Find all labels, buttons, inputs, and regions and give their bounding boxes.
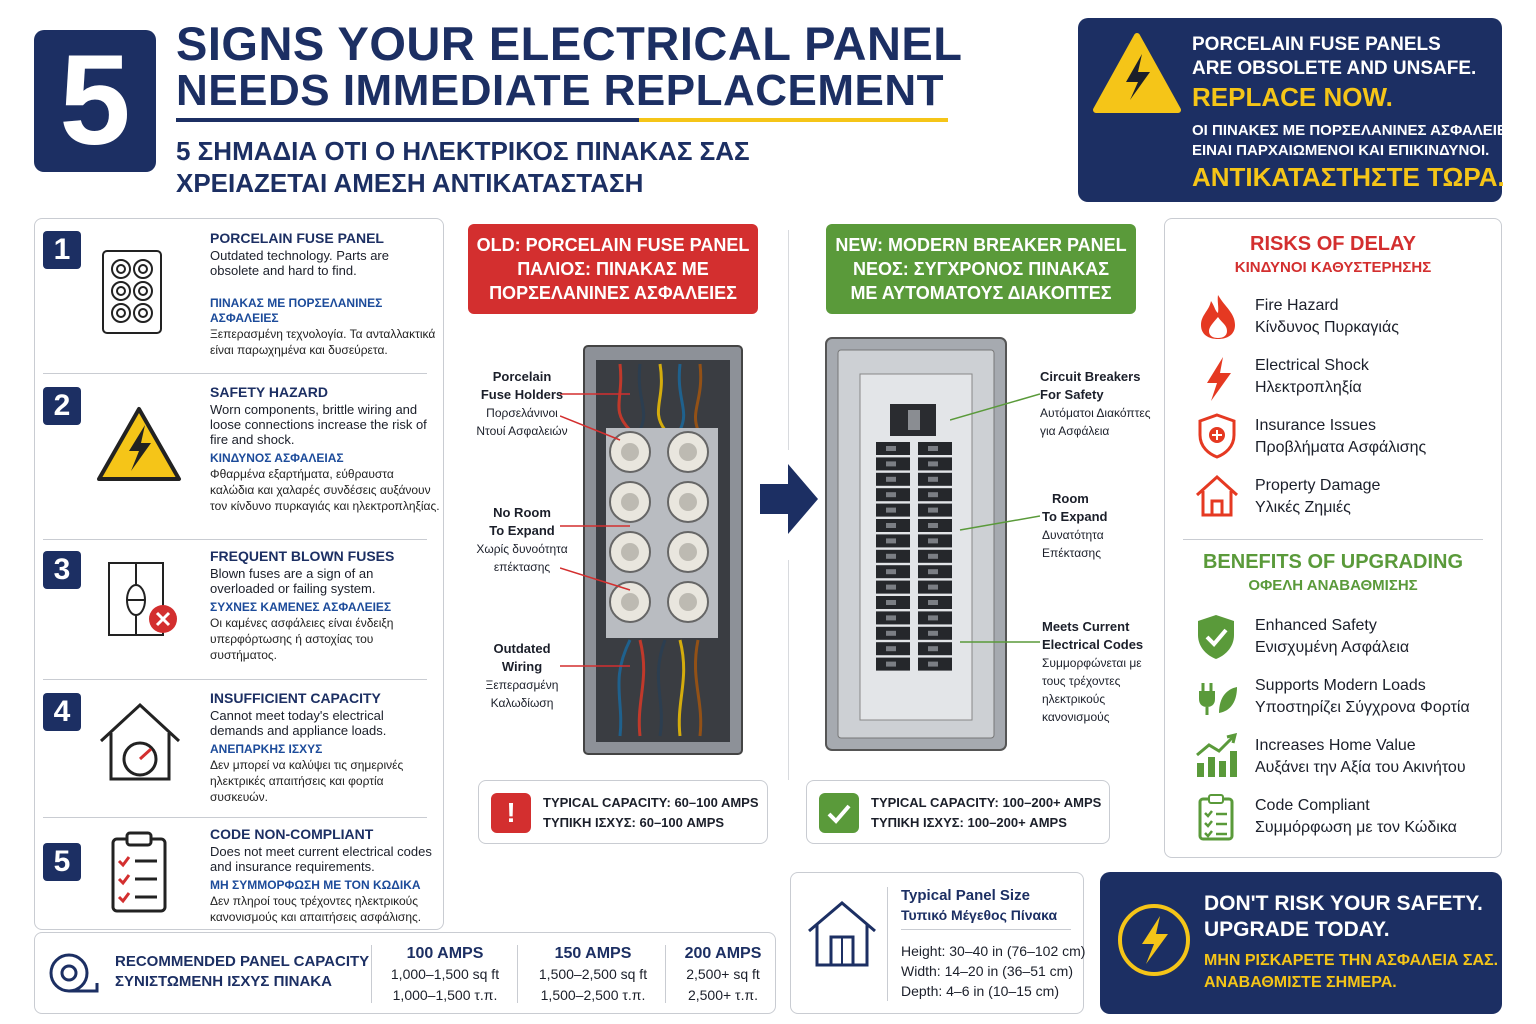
sign-text: PORCELAIN FUSE PANEL Outdated technology. Parts are obsolete and hard to find. ΠΙΝΑΚΑΣ ΜΕ ΠΟΡΣΕΛΑΝΙΝΕΣ ΑΣΦΑΛΕΙΕΣ Ξεπερασμένη τεχνολογία. Τα ανταλλακτικά είναι παρωχημένα και δυσεύρετα. [210, 230, 436, 357]
divider [43, 539, 427, 540]
new-panel-banner: NEW: MODERN BREAKER PANEL ΝΕΟΣ: ΣΥΓΧΡΟΝΟΣ ΠΙΝΑΚΑΣ ΜΕ ΑΥΤΟΜΑΤΟΥΣ ΔΙΑΚΟΠΤΕΣ [826, 224, 1136, 314]
breaker-toggle [886, 600, 896, 605]
divider [371, 945, 372, 1003]
benefit-item: Enhanced Safety Ενισχυμένη Ασφάλεια [1255, 617, 1410, 656]
breaker-toggle [886, 477, 896, 482]
sign-text: CODE NON-COMPLIANT Does not meet current electrical codes and insurance requirements. ΜΗ ΣΥΜΜΟΡΦΩΣΗ ΜΕ ΤΟΝ ΚΩΔΙΚΑ Δεν πληροί τους τρέχοντες ηλεκτρικούς κανονισμούς και απαιτήσεις ασφάλισης. [210, 826, 432, 924]
fuse-panel-icon [101, 249, 163, 335]
cta-gr-line2: ΑΝΑΒΑΘΜΙΣΤΕ ΣΗΜΕΡΑ. [1204, 974, 1397, 991]
lightning-circle-icon [1116, 902, 1192, 978]
benefits-title: BENEFITS OF UPGRADING [1202, 551, 1463, 573]
cta-line1: DON'T RISK YOUR SAFETY. [1204, 892, 1483, 915]
breaker-toggle [928, 461, 938, 466]
sign-number: 2 [43, 387, 81, 425]
breaker-toggle [886, 523, 896, 528]
cta-box [1100, 872, 1502, 1014]
sign-text: INSUFFICIENT CAPACITY Cannot meet today's electrical demands and appliance loads. ΑΝΕΠΑΡΚΗΣ ΙΣΧΥΣ Δεν μπορεί να καλύψει τις σημερινές ηλεκτρικές απαιτήσεις και φορτία συσκευών. [210, 690, 404, 804]
house-gauge-icon [95, 699, 185, 785]
plug-leaf-icon [1193, 673, 1239, 719]
cta-gr-line1: ΜΗΝ ΡΙΣΚΑΡΕΤΕ ΤΗΝ ΑΣΦΑΛΕΙΑ ΣΑΣ. [1204, 952, 1499, 969]
risks-title: RISKS OF DELAY [1250, 233, 1416, 255]
divider [43, 817, 427, 818]
house-panel-icon [805, 899, 879, 969]
shield-check-icon [1195, 613, 1237, 661]
panel-size-height: Height: 30–40 in (76–102 cm) [901, 943, 1086, 959]
new-callout-room: Room To Expand Δυνατότητα Επέκτασης [1042, 491, 1108, 560]
warning-gr-cta: ΑΝΤΙΚΑΤΑΣΤΗΣΤΕ ΤΩΡΑ. [1192, 162, 1505, 192]
breaker-toggle [928, 477, 938, 482]
old-capacity-box [478, 780, 768, 844]
alert-icon: ! [491, 793, 531, 833]
sign-text: FREQUENT BLOWN FUSES Blown fuses are a sign of an overloaded or failing system. ΣΥΧΝΕΣ ΚΑΜΕΝΕΣ ΑΣΦΑΛΕΙΕΣ Οι καμένες ασφάλειες είναι ένδειξη υπερφόρτωσης ή αστοχίας του συστήματος. [210, 548, 395, 662]
panel-size-divider [901, 929, 1071, 930]
divider [1183, 539, 1483, 540]
sign-number: 5 [43, 843, 81, 881]
center-divider [788, 560, 789, 780]
breaker-toggle [928, 569, 938, 574]
breaker-toggle [886, 538, 896, 543]
warning-line2: ARE OBSOLETE AND UNSAFE. [1192, 58, 1477, 79]
new-capacity-en: TYPICAL CAPACITY: 100–200+ AMPS [871, 795, 1102, 810]
breaker-toggle [928, 585, 938, 590]
risk-item: Insurance Issues Προβλήματα Ασφάλισης [1255, 417, 1427, 456]
risks-title-gr: ΚΙΝΔΥΝΟΙ ΚΑΘΥΣΤΕΡΗΣΗΣ [1234, 259, 1432, 276]
house-icon [1193, 473, 1241, 519]
old-capacity-gr: ΤΥΠΙΚΗ ΙΣΧΥΣ: 60–100 AMPS [543, 815, 725, 830]
risk-item: Electrical Shock Ηλεκτροπληξία [1255, 357, 1369, 396]
divider [665, 945, 666, 1003]
page-title-line1: SIGNS YOUR ELECTRICAL PANEL [176, 17, 963, 70]
panel-size-title-gr: Τυπικό Μέγεθος Πίνακα [901, 907, 1058, 923]
panel-size-depth: Depth: 4–6 in (10–15 cm) [901, 983, 1059, 999]
warning-gr-line2: ΕΙΝΑΙ ΠΑΡΧΑΙΩΜΕΝΟΙ ΚΑΙ ΕΠΙΚΙΝΔΥΝΟΙ. [1192, 142, 1490, 159]
breaker-toggle [928, 492, 938, 497]
old-callout-no-room: No Room To Expand Χωρίς δυνοότητα επέκτασης [476, 505, 568, 574]
breaker-toggle [886, 631, 896, 636]
benefit-item: Increases Home Value Αυξάνει την Αξία του Ακινήτου [1255, 737, 1466, 776]
old-callout-porcelain: Porcelain Fuse Holders Πορσελάνινοι Ντουί Ασφαλειών [476, 369, 568, 438]
breaker-toggle [886, 446, 896, 451]
recommended-col: 100 AMPS 1,000–1,500 sq ft 1,000–1,500 τ.π. [390, 945, 500, 1003]
old-capacity-en: TYPICAL CAPACITY: 60–100 AMPS [543, 795, 759, 810]
old-panel-banner: OLD: PORCELAIN FUSE PANEL ΠΑΛΙΟΣ: ΠΙΝΑΚΑΣ ΜΕ ΠΟΡΣΕΛΑΝΙΝΕΣ ΑΣΦΑΛΕΙΕΣ [468, 224, 758, 314]
risks-benefits-card [1164, 218, 1502, 858]
breaker-toggle [928, 662, 938, 667]
breaker-toggle [886, 662, 896, 667]
recommended-col: 200 AMPS 2,500+ sq ft 2,500+ τ.π. [684, 945, 762, 1003]
subtitle-gr-line2: ΧΡΕΙΑΖΕΤΑΙ ΑΜΕΣΗ ΑΝΤΙΚΑΤΑΣΤΑΣΗ [176, 168, 644, 198]
arrow-right-icon [758, 460, 820, 538]
breaker-toggle [928, 508, 938, 513]
subtitle-gr-line1: 5 ΣΗΜΑΔΙΑ ΟΤΙ Ο ΗΛΕΚΤΡΙΚΟΣ ΠΙΝΑΚΑΣ ΣΑΣ [176, 136, 750, 166]
warning-line1: PORCELAIN FUSE PANELS [1192, 34, 1441, 55]
risk-item: Fire Hazard Κίνδυνος Πυρκαγιάς [1255, 297, 1399, 336]
benefit-item: Supports Modern Loads Υποστηρίζει Σύγχρονα Φορτία [1255, 677, 1470, 716]
blown-fuse-icon [105, 559, 181, 643]
breaker-toggle [886, 585, 896, 590]
check-icon [819, 793, 859, 833]
panel-size-title: Typical Panel Size [901, 887, 1030, 904]
benefits-title-gr: ΟΦΕΛΗ ΑΝΑΒΑΘΜΙΣΗΣ [1248, 577, 1418, 594]
recommended-col: 150 AMPS 1,500–2,500 sq ft 1,500–2,500 τ.π. [538, 945, 648, 1003]
big-number-badge: 5 [34, 30, 156, 172]
warning-gr-line1: ΟΙ ΠΙΝΑΚΕΣ ΜΕ ΠΟΡΣΕΛΑΝΙΝΕΣ ΑΣΦΑΛΕΙΕΣ [1192, 122, 1516, 139]
warning-box [1078, 18, 1516, 202]
new-capacity-box [806, 780, 1110, 844]
lightning-icon [1203, 355, 1233, 403]
clipboard-check-icon [1197, 793, 1235, 841]
tape-measure-icon [47, 951, 99, 997]
high-voltage-icon [95, 405, 183, 483]
divider [887, 887, 888, 1001]
breaker-toggle [928, 615, 938, 620]
signs-card [34, 218, 444, 930]
growth-chart-icon [1193, 733, 1239, 779]
recommended-title-gr: ΣΥΝΙΣΤΩΜΕΝΗ ΙΣΧΥΣ ΠΙΝΑΚΑ [115, 973, 332, 990]
new-callout-breakers: Circuit Breakers For Safety Αυτόματοι Διακόπτες για Ασφάλεια [1040, 369, 1151, 438]
breaker-toggle [928, 446, 938, 451]
breaker-toggle [886, 646, 896, 651]
breaker-toggle [886, 461, 896, 466]
sign-number: 1 [43, 231, 81, 269]
benefit-item: Code Compliant Συμμόρφωση με τον Κώδικα [1255, 797, 1457, 836]
breaker-toggle [928, 631, 938, 636]
old-callout-wiring: Outdated Wiring Ξεπερασμένη Καλωδίωση [485, 641, 559, 710]
breaker-toggle [928, 554, 938, 559]
breaker-grid [872, 442, 962, 674]
divider [517, 945, 518, 1003]
sign-number: 3 [43, 551, 81, 589]
cta-line2: UPGRADE TODAY. [1204, 918, 1390, 941]
divider [43, 679, 427, 680]
panel-size-width: Width: 14–20 in (36–51 cm) [901, 963, 1073, 979]
page-title-line2: NEEDS IMMEDIATE REPLACEMENT [176, 66, 945, 115]
breaker-toggle [928, 538, 938, 543]
breaker-toggle [928, 600, 938, 605]
breaker-toggle [886, 508, 896, 513]
breaker-toggle [928, 523, 938, 528]
new-callout-codes: Meets Current Electrical Codes Συμμορφώνεται με τους τρέχοντες ηλεκτρικούς κανονισμούς [1042, 619, 1144, 724]
new-callout-lines [950, 380, 1040, 680]
checklist-icon [109, 831, 169, 915]
recommended-capacity-card [34, 932, 776, 1014]
recommended-title: RECOMMENDED PANEL CAPACITY [115, 953, 370, 970]
sign-text: SAFETY HAZARD Worn components, brittle wiring and loose connections increase the risk of fire and shock. ΚΙΝΔΥΝΟΣ ΑΣΦΑΛΕΙΑΣ Φθαρμένα εξαρτήματα, εύθραυστα καλώδια και χαλαρές συνδέσεις αυξάνουν τον κίνδυνο πυρκαγιάς και ηλεκτροπληξίας. [210, 384, 440, 513]
flame-icon [1197, 293, 1239, 341]
sign-number: 4 [43, 693, 81, 731]
breaker-toggle [886, 569, 896, 574]
shield-icon [1197, 413, 1237, 459]
warning-triangle-icon [1092, 32, 1182, 114]
new-capacity-gr: ΤΥΠΙΚΗ ΙΣΧΥΣ: 100–200+ AMPS [871, 815, 1067, 830]
panel-size-card [790, 872, 1084, 1014]
breaker-toggle [886, 615, 896, 620]
risk-item: Property Damage Υλικές Ζημιές [1255, 477, 1381, 516]
warning-cta: REPLACE NOW. [1192, 82, 1393, 112]
breaker-toggle [886, 492, 896, 497]
breaker-toggle [886, 554, 896, 559]
title-underline [176, 118, 948, 122]
center-divider [788, 230, 789, 450]
divider [43, 373, 427, 374]
breaker-toggle [928, 646, 938, 651]
